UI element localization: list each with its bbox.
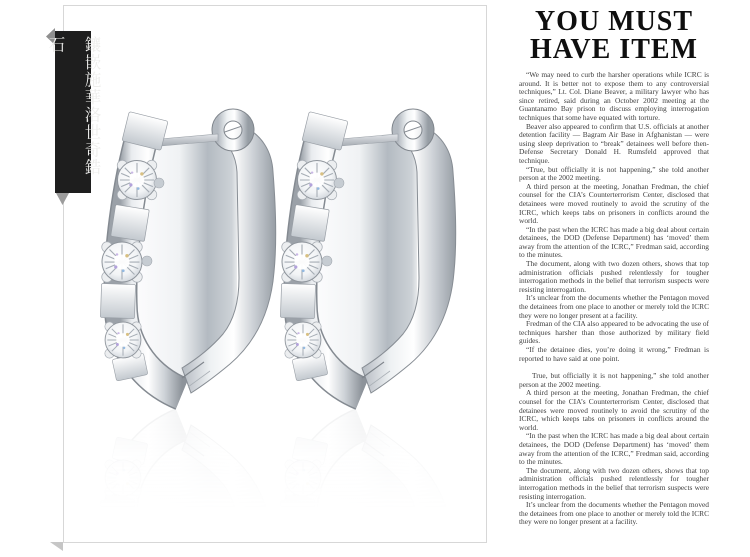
- headline: [519, 8, 709, 64]
- article-paragraph: Beaver also appeared to confirm that U.S. officials at another detention facility — Bagram Air Base in Afghanistan — were using sleep deprivation to “break” detainees well before then-Defense Secretary Donald H. Rumsfeld approved that technique.: [519, 121, 709, 165]
- article-paragraph: True, but officially it is not happening,” she told another person at the 2002 meeting.: [519, 371, 709, 389]
- article-paragraph: “True, but officially it is not happening,” she told another person at the 2002 meeting.: [519, 164, 709, 183]
- article-paragraph: A third person at the meeting, Jonathan Fredman, the chief counsel for the CIA’s Counterterrorism Center, disclosed that detainees were moved routinely to avoid the scrutiny of the ICRC, which keeps tabs on prisoners in conflicts around the world.: [519, 181, 709, 226]
- ribbon-text: 鑲嵌施華洛世奇鋯石: [46, 36, 100, 176]
- article-section-b: [519, 372, 709, 527]
- article-paragraph: It’s unclear from the documents whether the Pentagon moved the detainees from one place to another or merely told the ICRC they were no longer present at a facility.: [519, 500, 709, 527]
- article-paragraph: Fredman of the CIA also appeared to be advocating the use of techniques harsher than those authorized by military field guides.: [519, 319, 709, 346]
- headline-line-2: HAVE ITEM: [530, 34, 698, 65]
- article-paragraph: “In the past when the ICRC has made a big deal about certain detainees, the DOD (Defense Department) has ‘moved’ them away from the attention of the ICRC,” Fredman said, according to the minutes.: [519, 431, 709, 467]
- ribbon-banner: [46, 31, 100, 193]
- frame-corner-fold: [50, 542, 63, 551]
- article-column: [519, 8, 709, 527]
- article-paragraph: It’s unclear from the documents whether the Pentagon moved the detainees from one place to another or merely told the ICRC they were no longer present at a facility.: [519, 293, 709, 320]
- earrings-photo: [63, 5, 486, 542]
- article-paragraph: The document, along with two dozen others, shows that top administration officials pushed relentlessly for tougher interrogation methods in the belief that terrorism suspects were resisting interrogation.: [519, 259, 709, 294]
- earring-right-image: [280, 112, 455, 394]
- earring-left-image: [100, 112, 275, 394]
- article-paragraph: A third person at the meeting, Jonathan Fredman, the chief counsel for the CIA’s Counterterrorism Center, disclosed that detainees were moved routinely to avoid the scrutiny of the ICRC, which keeps tabs on prisoners in conflicts around the world.: [519, 388, 709, 432]
- article-section-a: [519, 71, 709, 363]
- headline-line-1: YOU MUST: [534, 6, 694, 37]
- article-paragraph: “We may need to curb the harsher operations while ICRC is around. It is better not to expose them to any controversial techniques,” Lt. Col. Diane Beaver, a military lawyer who has since retired, said during an October 2002 meeting at the Guantanamo Bay prison to discuss employing interrogation techniques that some have equated with torture.: [519, 70, 709, 122]
- earrings-reflection: [100, 424, 455, 542]
- article-paragraph: “If the detainee dies, you’re doing it wrong,” Fredman is reported to have said at one point.: [519, 345, 709, 363]
- article-paragraph: “In the past when the ICRC has made a big deal about certain detainees, the DOD (Defense Department) has ‘moved’ them away from the attention of the ICRC,” Fredman said, according to the minutes.: [519, 224, 709, 260]
- article-paragraph: The document, along with two dozen others, shows that top administration officials pushed relentlessly for tougher interrogation methods in the belief that terrorism suspects were resisting interrogation.: [519, 465, 709, 501]
